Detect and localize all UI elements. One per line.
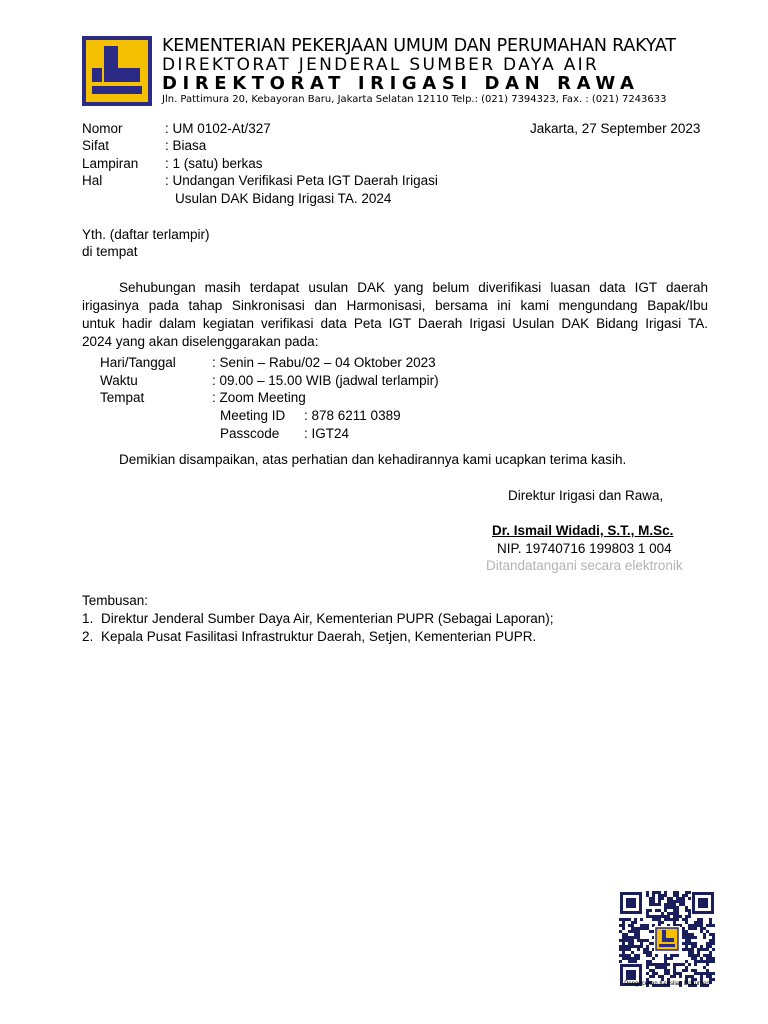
hal-value-line1: : Undangan Verifikasi Peta IGT Daerah Irigasi bbox=[165, 173, 438, 188]
body-paragraph-line: irigasinya pada tahap Sinkronisasi dan Harmonisasi, bersama ini kami mengundang Bapak/Ibu bbox=[82, 298, 708, 313]
directorate-name: DIREKTORAT IRIGASI DAN RAWA bbox=[162, 73, 640, 94]
electronic-signature-note: Ditandatangani secara elektronik bbox=[486, 558, 683, 573]
closing-sentence: Demikian disampaikan, atas perhatian dan kehadirannya kami ucapkan terima kasih. bbox=[119, 452, 627, 467]
tempat-label: Tempat bbox=[100, 390, 145, 405]
sifat-value: : Biasa bbox=[165, 138, 207, 153]
pupr-logo-icon bbox=[82, 36, 152, 106]
letterhead bbox=[82, 36, 714, 106]
nomor-value: : UM 0102-At/327 bbox=[165, 121, 271, 136]
hal-value-line2: Usulan DAK Bidang Irigasi TA. 2024 bbox=[175, 191, 392, 206]
tembusan-item-text: Kepala Pusat Fasilitasi Infrastruktur Daerah, Setjen, Kementerian PUPR. bbox=[101, 629, 537, 644]
signer-nip: NIP. 19740716 199803 1 004 bbox=[497, 541, 672, 556]
sifat-label: Sifat bbox=[82, 138, 110, 153]
ministry-name: KEMENTERIAN PEKERJAAN UMUM DAN PERUMAHAN RAKYAT bbox=[162, 36, 676, 56]
recipient-line: Yth. (daftar terlampir) bbox=[82, 227, 210, 242]
meeting-id-value: : 878 6211 0389 bbox=[304, 408, 401, 423]
body-paragraph-line: Sehubungan masih terdapat usulan DAK yang belum diverifikasi luasan data IGT daerah bbox=[119, 280, 708, 295]
tembusan-item-number: 1. bbox=[82, 611, 94, 626]
qr-caption: Pengecekan Keaslian Dokumen bbox=[624, 981, 710, 987]
tembusan-item-text: Direktur Jenderal Sumber Daya Air, Kementerian PUPR (Sebagai Laporan); bbox=[101, 611, 554, 626]
directorate-general-name: DIREKTORAT JENDERAL SUMBER DAYA AIR bbox=[162, 55, 600, 75]
signer-name: Dr. Ismail Widadi, S.T., M.Sc. bbox=[492, 523, 674, 538]
hari-tanggal-value: : Senin – Rabu/02 – 04 Oktober 2023 bbox=[212, 355, 436, 370]
body-paragraph-line: untuk hadir dalam kegiatan verifikasi data Peta IGT Daerah Irigasi Usulan DAK Bidang Irigasi TA. bbox=[82, 316, 708, 331]
lampiran-value: : 1 (satu) berkas bbox=[165, 156, 263, 171]
verification-qr-code-icon[interactable] bbox=[618, 890, 716, 988]
tembusan-heading: Tembusan: bbox=[82, 593, 149, 608]
nomor-label: Nomor bbox=[82, 121, 123, 136]
qr-graphic bbox=[618, 890, 716, 988]
signer-title: Direktur Irigasi dan Rawa, bbox=[508, 488, 664, 503]
hal-label: Hal bbox=[82, 173, 103, 188]
letter-date: Jakarta, 27 September 2023 bbox=[530, 121, 701, 136]
lampiran-label: Lampiran bbox=[82, 156, 139, 171]
passcode-value: : IGT24 bbox=[304, 426, 350, 441]
waktu-label: Waktu bbox=[100, 373, 138, 388]
waktu-value: : 09.00 – 15.00 WIB (jadwal terlampir) bbox=[212, 373, 439, 388]
recipient-place: di tempat bbox=[82, 244, 138, 259]
meeting-id-label: Meeting ID bbox=[220, 408, 286, 423]
body-paragraph-line: 2024 yang akan diselenggarakan pada: bbox=[82, 334, 319, 349]
hari-tanggal-label: Hari/Tanggal bbox=[100, 355, 176, 370]
passcode-label: Passcode bbox=[220, 426, 280, 441]
tembusan-item-number: 2. bbox=[82, 629, 94, 644]
tempat-value: : Zoom Meeting bbox=[212, 390, 306, 405]
letterhead-address: Jln. Pattimura 20, Kebayoran Baru, Jakarta Selatan 12110 Telp.: (021) 7394323, Fax. : (021) 7243633 bbox=[162, 94, 667, 105]
